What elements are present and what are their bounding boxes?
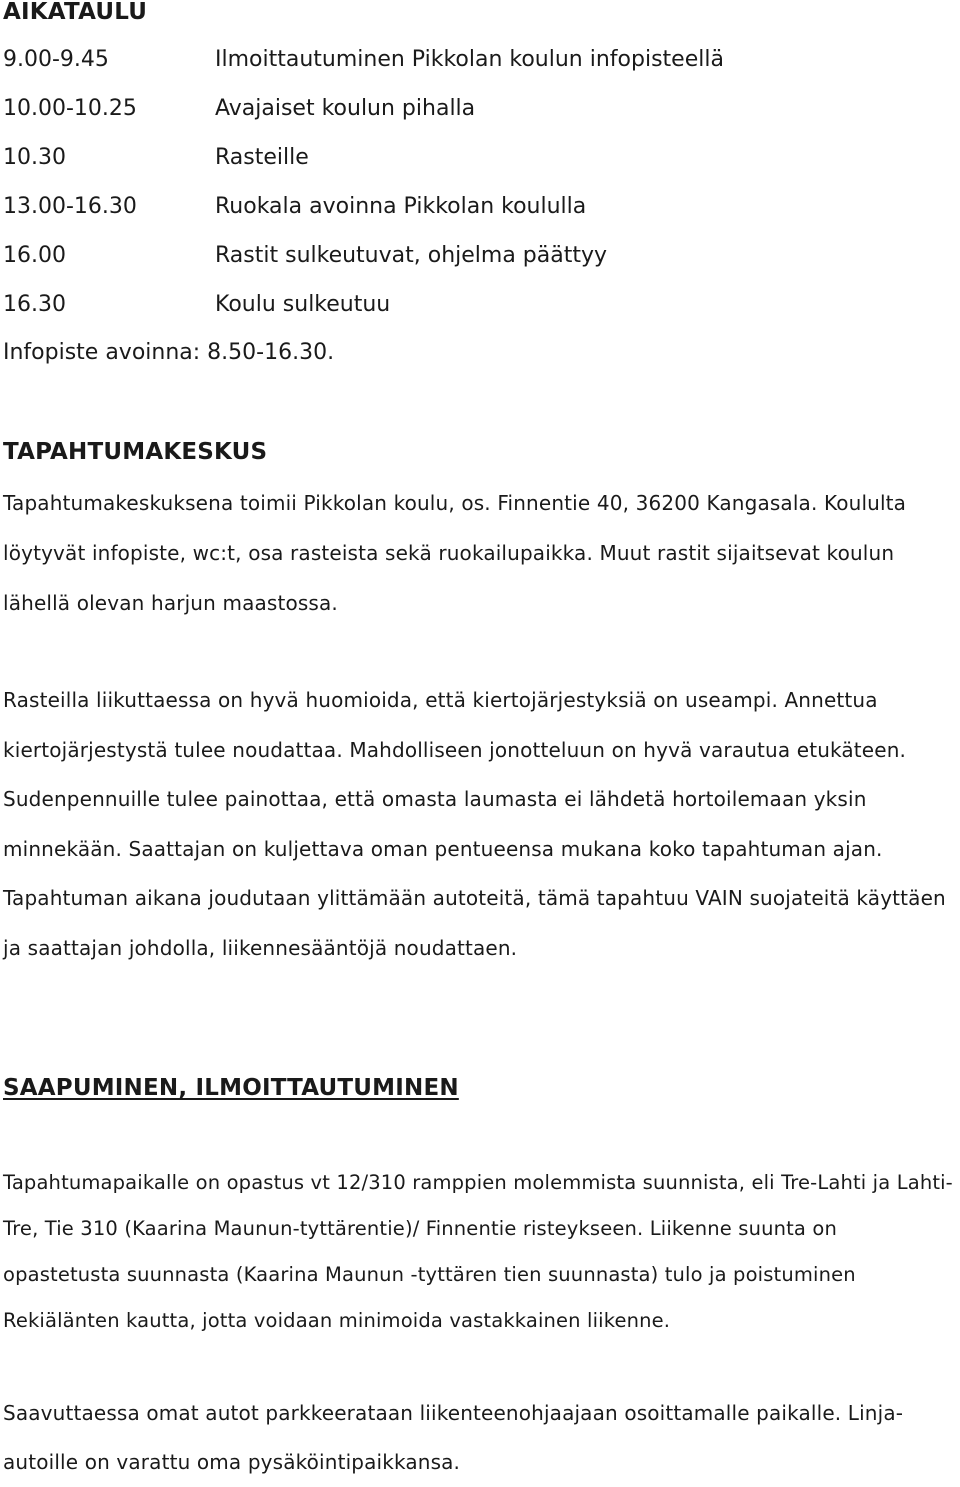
schedule-time: 10.30 <box>3 145 66 170</box>
schedule-row <box>3 86 953 135</box>
schedule-description: Avajaiset koulun pihalla <box>215 96 476 121</box>
section-heading-saapuminen: SAAPUMINEN, ILMOITTAUTUMINEN <box>3 1075 459 1101</box>
schedule-description: Rastit sulkeutuvat, ohjelma päättyy <box>215 243 608 268</box>
tapahtumakeskus-paragraph-location: Tapahtumakeskuksena toimii Pikkolan koulu, os. Finnentie 40, 36200 Kangasala. Koululta löytyvät infopiste, wc:t, osa rasteista sekä ruokailupaikka. Muut rastit sijaitsevat koulun lähellä olevan harjun maastossa. <box>3 491 907 615</box>
section-heading-aikataulu: AIKATAULU <box>3 0 148 25</box>
schedule-time: 10.00-10.25 <box>3 96 137 121</box>
infopiste-hours: Infopiste avoinna: 8.50-16.30. <box>3 340 335 365</box>
schedule-description: Koulu sulkeutuu <box>215 292 391 317</box>
schedule-row <box>3 184 953 233</box>
section-heading-tapahtumakeskus: TAPAHTUMAKESKUS <box>3 439 268 465</box>
schedule-time: 13.00-16.30 <box>3 194 137 219</box>
schedule-time: 16.00 <box>3 243 66 268</box>
saapuminen-paragraph-parking: Saavuttaessa omat autot parkkeerataan liikenteenohjaajaan osoittamalle paikalle. Linja-autoille on varattu oma pysäköintipaikkansa. <box>3 1401 904 1474</box>
schedule-list <box>3 37 953 331</box>
schedule-time: 16.30 <box>3 292 66 317</box>
schedule-description: Rasteille <box>215 145 309 170</box>
schedule-row <box>3 282 953 331</box>
schedule-time: 9.00-9.45 <box>3 47 109 72</box>
schedule-description: Ilmoittautuminen Pikkolan koulun infopisteellä <box>215 47 724 72</box>
schedule-row <box>3 233 953 282</box>
saapuminen-paragraph-directions: Tapahtumapaikalle on opastus vt 12/310 ramppien molemmista suunnista, eli Tre-Lahti ja Lahti-Tre, Tie 310 (Kaarina Maunun-tyttärentie)/ Finnentie risteykseen. Liikenne suunta on opastetusta suunnasta (Kaarina Maunun -tyttären tien suunnasta) tulo ja poistuminen Rekiälänten kautta, jotta voidaan minimoida vastakkainen liikenne. <box>3 1171 953 1332</box>
schedule-row <box>3 135 953 184</box>
schedule-description: Ruokala avoinna Pikkolan koululla <box>215 194 587 219</box>
tapahtumakeskus-paragraph-rules: Rasteilla liikuttaessa on hyvä huomioida, että kiertojärjestyksiä on useampi. Annettua kiertojärjestystä tulee noudattaa. Mahdolliseen jonotteluun on hyvä varautua etukäteen. Sudenpennuille tulee painottaa, että omasta laumasta ei lähdetä hortoilemaan yksin minnekään. Saattajan on kuljettava oman pentueensa mukana koko tapahtuman ajan. Tapahtuman aikana joudutaan ylittämään autoteitä, tämä tapahtuu VAIN suojateitä käyttäen ja saattajan johdolla, liikennesääntöjä noudattaen. <box>3 688 946 960</box>
schedule-row <box>3 37 953 86</box>
